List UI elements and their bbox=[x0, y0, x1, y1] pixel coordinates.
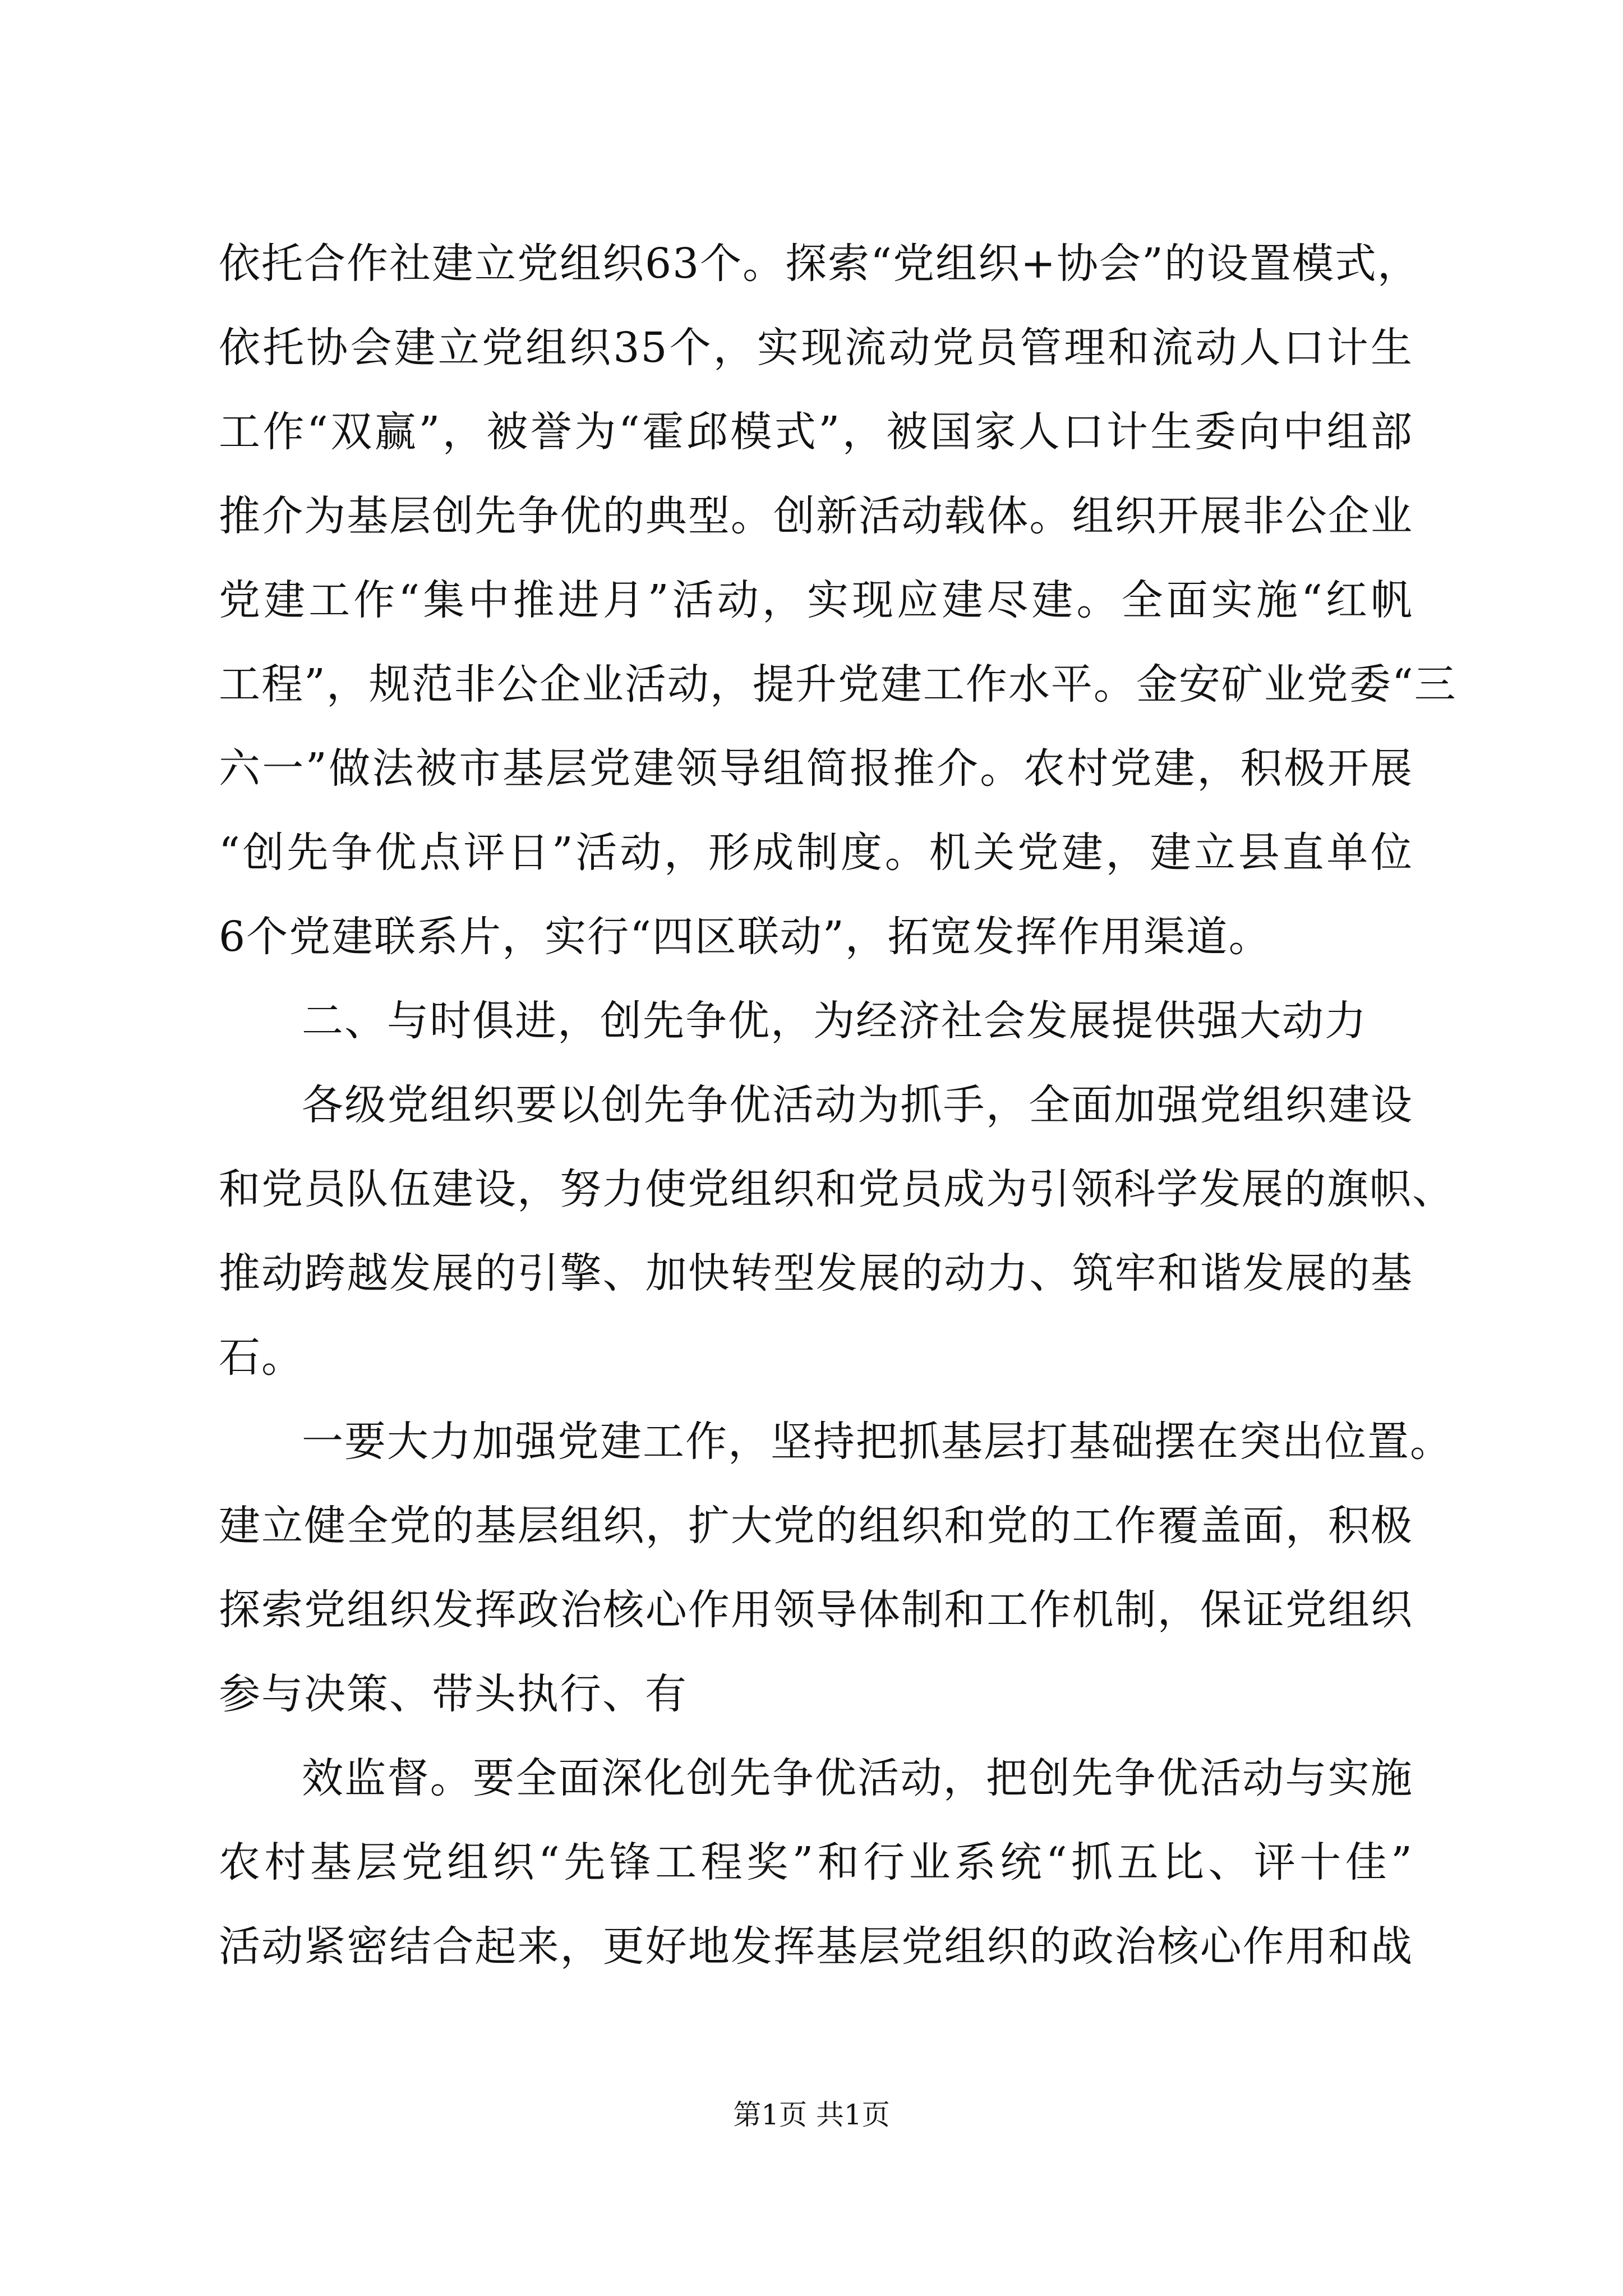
text-line: 探索党组织发挥政治核心作用领导体制和工作机制，保证党组织 bbox=[219, 1586, 1413, 1634]
text-line: 推介为基层创先争优的典型。创新活动载体。组织开展非公企业 bbox=[219, 492, 1413, 540]
text-line: 六一”做法被市基层党建领导组简报推介。农村党建，积极开展 bbox=[219, 744, 1413, 793]
text-line: 各级党组织要以创先争优活动为抓手，全面加强党组织建设 bbox=[302, 1081, 1413, 1129]
text-line: 依托合作社建立党组织63个。探索“党组织+协会”的设置模式， bbox=[219, 240, 1420, 288]
text-line: 参与决策、带头执行、有 bbox=[219, 1670, 688, 1718]
text-line: 效监督。要全面深化创先争优活动，把创先争优活动与实施 bbox=[302, 1754, 1413, 1802]
text-line: 农村基层党组织“先锋工程奖”和行业系统“抓五比、评十佳” bbox=[219, 1838, 1413, 1887]
text-line: 活动紧密结合起来，更好地发挥基层党组织的政治核心作用和战 bbox=[219, 1922, 1413, 1971]
text-line: 依托协会建立党组织35个，实现流动党员管理和流动人口计生 bbox=[219, 324, 1413, 372]
text-line: 和党员队伍建设，努力使党组织和党员成为引领科学发展的旗帜、 bbox=[219, 1165, 1455, 1213]
section-heading: 二、与时俱进，创先争优，为经济社会发展提供强大动力 bbox=[302, 997, 1367, 1045]
text-line: 党建工作“集中推进月”活动，实现应建尽建。全面实施“红帆 bbox=[219, 576, 1413, 624]
text-line: 工程”，规范非公企业活动，提升党建工作水平。金安矿业党委“三 bbox=[219, 660, 1457, 708]
document-body bbox=[219, 222, 1457, 1989]
text-line: 一要大力加强党建工作，坚持把抓基层打基础摆在突出位置。 bbox=[302, 1418, 1453, 1466]
text-line: 推动跨越发展的引擎、加快转型发展的动力、筑牢和谐发展的基 bbox=[219, 1249, 1413, 1297]
page-number: 第1页 共1页 bbox=[733, 2099, 890, 2131]
text-line: 建立健全党的基层组织，扩大党的组织和党的工作覆盖面，积极 bbox=[219, 1502, 1413, 1550]
text-line: “创先争优点评日”活动，形成制度。机关党建，建立县直单位 bbox=[219, 829, 1413, 877]
text-line: 工作“双赢”，被誉为“霍邱模式”，被国家人口计生委向中组部 bbox=[219, 408, 1413, 456]
text-line: 石。 bbox=[219, 1333, 304, 1382]
text-line: 6个党建联系片，实行“四区联动”，拓宽发挥作用渠道。 bbox=[219, 913, 1271, 961]
